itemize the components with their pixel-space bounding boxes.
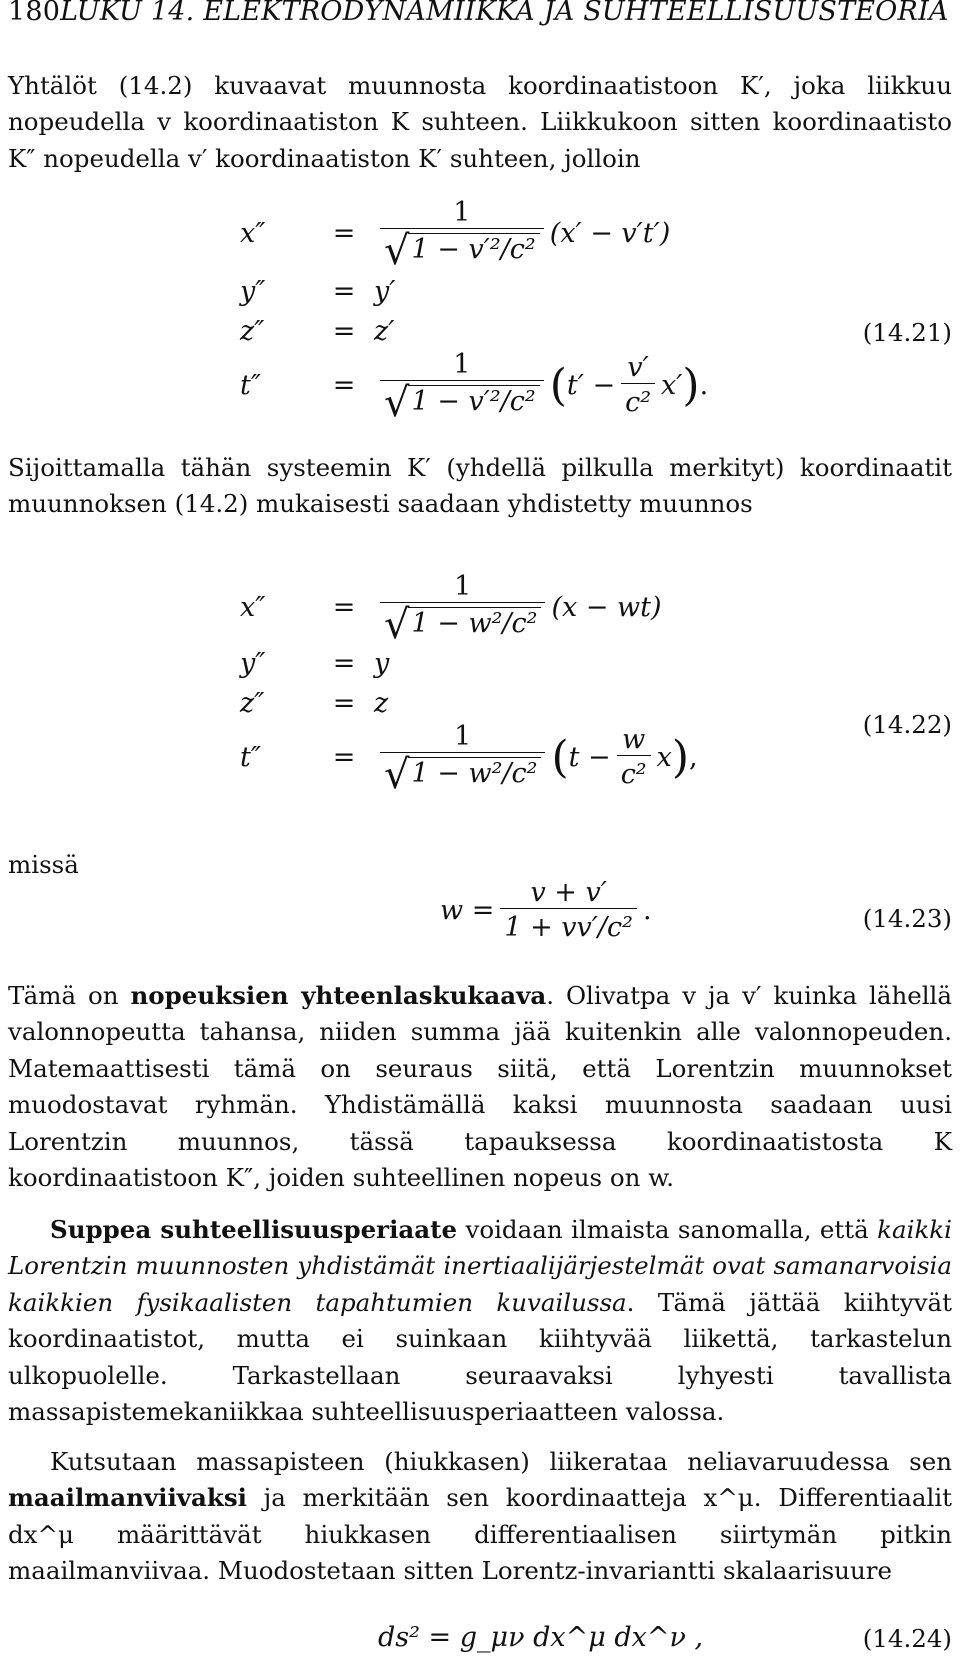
- eq21-x-row: x″ = 1 √ 1 − v′²/c² (x′ − v′t′): [240, 197, 671, 274]
- equation-14-24: ds² = g_μν dx^μ dx^ν ,: [378, 1622, 704, 1653]
- equation-14-21: [240, 190, 760, 430]
- eq22-x-row: x″ = 1 √ 1 − w²/c² (x − wt): [240, 571, 662, 648]
- page-number: 180: [8, 0, 61, 27]
- eq21-t-row: t″ = 1 √ 1 − v′²/c² ( t′ − $\frac{v'}{\text{c²}}$ x′ ) .: [240, 349, 709, 426]
- eq22-t-row: t″ = 1 √ 1 − w²/c² ( t − $\frac{w}{\text{c²}}$ x ) ,: [240, 721, 698, 798]
- equation-number-14-21: (14.21): [862, 318, 952, 347]
- equation-14-23: w = $\frac{v + v'}{\text{1 + vv′/c²}}$ .: [440, 877, 652, 943]
- equation-number-14-23: (14.23): [862, 904, 952, 933]
- paragraph-intro: Yhtälöt (14.2) kuvaavat muunnosta koordinaatistoon K′, joka liikkuu nopeudella v koordinaatiston K suhteen. Liikkukoon sitten koordinaatisto K″ nopeudella v′ koordinaatiston K′ suhteen, jolloin: [8, 71, 952, 173]
- word-missa: missä: [8, 850, 79, 879]
- paragraph-substitution: Sijoittamalla tähän systeemin K′ (yhdellä pilkulla merkityt) koordinaatit muunnoksen (14.2) mukaisesti saadaan yhdistetty muunnos: [8, 453, 952, 519]
- eq21-y-row: y″ = y′: [240, 276, 396, 307]
- eq22-z-row: z″ = z: [240, 688, 389, 719]
- eq21-z-row: z″ = z′: [240, 316, 395, 347]
- paragraph-velocity-addition: Tämä on nopeuksien yhteenlaskukaava. Olivatpa v ja v′ kuinka lähellä valonnopeutta tahansa, niiden summa jää kuitenkin alle valonnopeuden. Matemaattisesti tämä on seuraus siitä, että Lorentzin muunnokset muodostavat ryhmän. Yhdistämällä kaksi muunnosta saadaan uusi Lorentzin muunnos, tässä tapauksessa koordinaatistosta K koordinaatistoon K″, joiden suhteellinen nopeus on w.: [8, 981, 952, 1193]
- eq22-y-row: y″ = y: [240, 648, 390, 679]
- equation-14-22: [240, 568, 760, 808]
- paragraph-worldline: Kutsutaan massapisteen (hiukkasen) liikerataa neliavaruudessa sen maailmanviivaksi ja merkitään sen koordinaatteja x^μ. Differentiaalit dx^μ määrittävät hiukkasen differentiaalisen siirtymän pitkin maailmanviivaa. Muodostetaan sitten Lorentz-invariantti skalaarisuure: [8, 1447, 952, 1586]
- equation-number-14-24: (14.24): [862, 1624, 952, 1653]
- page-header: [8, 0, 949, 27]
- paragraph-relativity-principle: Suppea suhteellisuusperiaate voidaan ilmaista sanomalla, että kaikki Lorentzin muunnosten yhdistämät inertiaalijärjestelmät ovat samanarvoisia kaikkien fysikaalisten tapahtumien kuvailussa. Tämä jättää kiihtyvät koordinaatistot, mutta ei suinkaan kiihtyvää liikettä, tarkastelun ulkopuolelle. Tarkastellaan seuraavaksi lyhyesti tavallista massapistemekaniikkaa suhteellisuusperiaatteen valossa.: [8, 1215, 952, 1427]
- equation-number-14-22: (14.22): [862, 710, 952, 739]
- chapter-title: LUKU 14. ELEKTRODYNAMIIKKA JA SUHTEELLISUUSTEORIA: [60, 0, 949, 27]
